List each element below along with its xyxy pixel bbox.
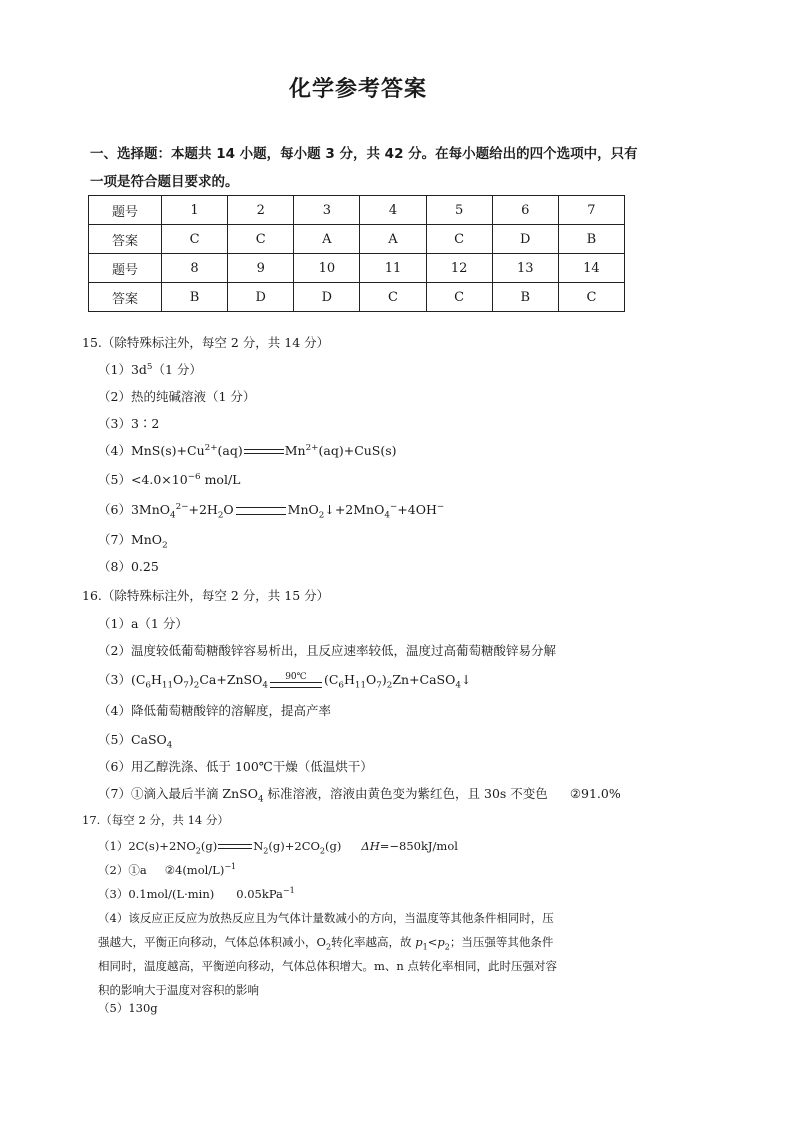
table-cell: 7 bbox=[558, 196, 624, 225]
table-cell: B bbox=[558, 225, 624, 254]
table-cell: 10 bbox=[294, 254, 360, 283]
table-cell: C bbox=[360, 283, 426, 312]
q16-answer-2: （2）温度较低葡萄糖酸锌容易析出，且反应速率较低，温度过高葡萄糖酸锌易分解 bbox=[98, 643, 556, 658]
table-cell: A bbox=[294, 225, 360, 254]
q17-header: 17.（每空 2 分，共 14 分） bbox=[82, 813, 229, 827]
table-row bbox=[89, 225, 625, 254]
q17-answer-2: （2）①a $②4(mol/L)^{-1}$ bbox=[98, 862, 237, 877]
q16-header: 16.（除特殊标注外，每空 2 分，共 15 分） bbox=[82, 588, 330, 603]
section-intro: 一、选择题：本题共 14 小题，每小题 3 分，共 42 分。在每小题给出的四个选项中，只有一项是符合题目要求的。 bbox=[90, 146, 638, 190]
equilibrium-arrow-icon bbox=[244, 447, 284, 457]
row-label: 题号 bbox=[89, 254, 162, 283]
q16-answer-7: （7）①滴入最后半滴 ZnSO$_4$ 标准溶液，溶液由黄色变为紫红色，且 30s 不变色 ②91.0% bbox=[98, 786, 621, 805]
q17-answer-1: $(1)2C(s)+2NO_2(g)$ $N_2(g)+2CO_2(g)$ ΔH=−850kJ/mol bbox=[98, 839, 458, 856]
q17-answer-5: （5）130g bbox=[98, 1001, 158, 1015]
row-label: 题号 bbox=[89, 196, 162, 225]
table-cell: B bbox=[492, 283, 558, 312]
table-cell: D bbox=[228, 283, 294, 312]
table-cell: 8 bbox=[162, 254, 228, 283]
q15-answer-4: $(4)MnS(s)+Cu^{2+}(aq)$ $Mn^{2+}(aq)+CuS(s)$ bbox=[98, 442, 397, 458]
table-cell: 11 bbox=[360, 254, 426, 283]
table-cell: 5 bbox=[426, 196, 492, 225]
q15-answer-7: （7）MnO$_2$ bbox=[98, 532, 168, 551]
row-label: 答案 bbox=[89, 283, 162, 312]
q16-answer-6: （6）用乙醇洗涤、低于 100℃干燥（低温烘干） bbox=[98, 759, 373, 774]
table-cell: 12 bbox=[426, 254, 492, 283]
table-cell: 3 bbox=[294, 196, 360, 225]
row-label: 答案 bbox=[89, 225, 162, 254]
table-cell: 14 bbox=[558, 254, 624, 283]
table-cell: 6 bbox=[492, 196, 558, 225]
table-cell: B bbox=[162, 283, 228, 312]
table-cell: C bbox=[558, 283, 624, 312]
q15-answer-6: $(6)3MnO_4^{2-}+2H_2O$ MnO$_2$↓+2MnO$_4$−+4OH− bbox=[98, 501, 445, 521]
q17-answer-4: （4）该反应正反应为放热反应且为气体计量数减小的方向，当温度等其他条件相同时，压强越大，平衡正向移动，气体总体积减小，$O_2$转化率越高，故 $p_1<p_2$；当压强等其他条件相同时，温度越高，平衡逆向移动，气体总体积增大。m、n 点转化率相同，此时压强对容积的影响大于温度对容积的影响 bbox=[98, 911, 557, 997]
q15-answer-5: $(5)<4.0\times 10^{-6}$ mol/L bbox=[98, 471, 241, 487]
answer-table bbox=[88, 195, 625, 312]
q16-answer-4: （4）降低葡萄糖酸锌的溶解度，提高产率 bbox=[98, 703, 331, 718]
table-cell: A bbox=[360, 225, 426, 254]
table-cell: 4 bbox=[360, 196, 426, 225]
table-cell: 2 bbox=[228, 196, 294, 225]
table-cell: C bbox=[228, 225, 294, 254]
equals-sign-icon bbox=[236, 507, 286, 515]
table-cell: C bbox=[162, 225, 228, 254]
table-row bbox=[89, 196, 625, 225]
q15-answer-3: （3）3∶2 bbox=[98, 416, 160, 431]
q15-answer-8: （8）0.25 bbox=[98, 559, 159, 574]
table-cell: C bbox=[426, 283, 492, 312]
table-row bbox=[89, 254, 625, 283]
q15-header: 15.（除特殊标注外，每空 2 分，共 14 分） bbox=[82, 335, 330, 350]
table-cell: 13 bbox=[492, 254, 558, 283]
q17-answer-3: （3）0.1mol/(L·min) 0.05kPa$^{-1}$ bbox=[98, 886, 295, 901]
table-cell: 1 bbox=[162, 196, 228, 225]
table-cell: D bbox=[294, 283, 360, 312]
table-cell: 9 bbox=[228, 254, 294, 283]
table-row bbox=[89, 283, 625, 312]
q15-answer-2: （2）热的纯碱溶液（1 分） bbox=[98, 389, 256, 404]
reaction-condition: 90℃ bbox=[270, 673, 322, 688]
equilibrium-arrow-icon bbox=[218, 842, 252, 852]
q16-answer-5: （5）CaSO$_4$ bbox=[98, 732, 173, 751]
table-cell: C bbox=[426, 225, 492, 254]
q16-answer-3: $(3)(C_6H_{11}O_7)_2Ca+ZnSO_4$ 90℃ $(C_6H_{11}O_7)_2Zn+CaSO_4↓$ bbox=[98, 672, 472, 691]
q15-answer-1: $(1)3d^5(1$ 分） bbox=[98, 361, 202, 377]
q16-answer-1: （1）a（1 分） bbox=[98, 616, 188, 631]
table-cell: D bbox=[492, 225, 558, 254]
page-title: 化学参考答案 bbox=[288, 77, 427, 102]
